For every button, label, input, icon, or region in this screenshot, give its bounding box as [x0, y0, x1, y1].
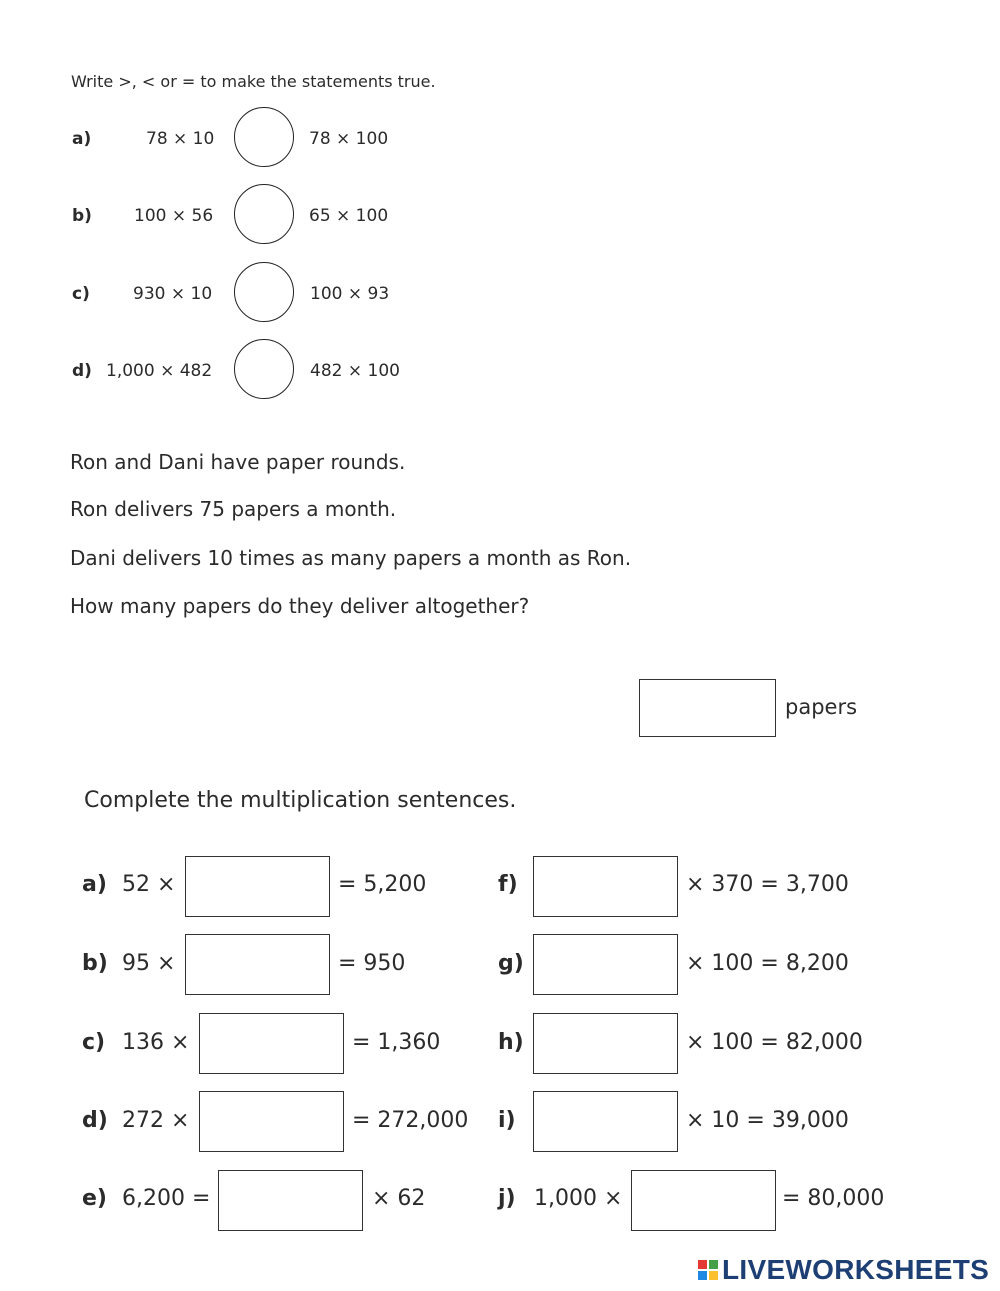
s3-after-d: = 272,000	[352, 1108, 469, 1133]
s3-answer-box-i[interactable]	[533, 1091, 678, 1152]
story-line-2: Ron delivers 75 papers a month.	[70, 497, 397, 521]
s1-answer-circle-d[interactable]	[234, 339, 294, 399]
s1-left-b: 100 × 56	[134, 206, 214, 226]
s3-label-i: i)	[498, 1108, 516, 1133]
s1-label-b: b)	[72, 206, 92, 226]
story-line-3: Dani delivers 10 times as many papers a month as Ron.	[70, 546, 632, 570]
s1-right-b: 65 × 100	[309, 206, 389, 226]
s1-label-c: c)	[72, 284, 90, 304]
s1-answer-circle-c[interactable]	[234, 262, 294, 322]
s1-right-a: 78 × 100	[309, 129, 389, 149]
story-line-1: Ron and Dani have paper rounds.	[70, 450, 406, 474]
s1-left-c: 930 × 10	[133, 284, 213, 304]
s3-label-h: h)	[498, 1030, 524, 1055]
s3-before-a: 52 ×	[122, 872, 176, 897]
s3-after-a: = 5,200	[338, 872, 427, 897]
s3-label-b: b)	[82, 951, 108, 976]
s3-answer-box-j[interactable]	[631, 1170, 776, 1231]
s1-label-a: a)	[72, 129, 92, 149]
s3-answer-box-c[interactable]	[199, 1013, 344, 1074]
liveworksheets-logo-icon	[698, 1260, 718, 1280]
s1-left-a: 78 × 10	[146, 129, 215, 149]
s3-after-i: × 10 = 39,000	[686, 1108, 849, 1133]
s1-answer-circle-b[interactable]	[234, 184, 294, 244]
s3-after-j: = 80,000	[782, 1186, 885, 1211]
s3-label-j: j)	[498, 1186, 516, 1211]
s3-label-a: a)	[82, 872, 107, 897]
s3-after-e: × 62	[372, 1186, 426, 1211]
s3-answer-box-g[interactable]	[533, 934, 678, 995]
s3-before-d: 272 ×	[122, 1108, 190, 1133]
s3-label-g: g)	[498, 951, 524, 976]
s1-label-d: d)	[72, 361, 92, 381]
s3-before-j: 1,000 ×	[534, 1186, 623, 1211]
section1-instruction: Write >, < or = to make the statements true.	[71, 72, 436, 91]
s3-answer-box-h[interactable]	[533, 1013, 678, 1074]
s3-before-c: 136 ×	[122, 1030, 190, 1055]
s3-before-b: 95 ×	[122, 951, 176, 976]
s3-after-f: × 370 = 3,700	[686, 872, 849, 897]
s1-answer-circle-a[interactable]	[234, 107, 294, 167]
s3-answer-box-a[interactable]	[185, 856, 330, 917]
s3-after-g: × 100 = 8,200	[686, 951, 849, 976]
papers-answer-box[interactable]	[639, 679, 776, 737]
s3-after-b: = 950	[338, 951, 406, 976]
s3-label-c: c)	[82, 1030, 106, 1055]
s3-after-c: = 1,360	[352, 1030, 441, 1055]
story-question: How many papers do they deliver altogether?	[70, 594, 530, 618]
section3-instruction: Complete the multiplication sentences.	[84, 788, 517, 813]
s1-right-c: 100 × 93	[310, 284, 390, 304]
s3-answer-box-e[interactable]	[218, 1170, 363, 1231]
papers-unit: papers	[785, 695, 858, 719]
s1-right-d: 482 × 100	[310, 361, 400, 381]
s3-answer-box-b[interactable]	[185, 934, 330, 995]
s3-answer-box-d[interactable]	[199, 1091, 344, 1152]
s3-label-d: d)	[82, 1108, 108, 1133]
logo-text: LIVEWORKSHEETS	[722, 1254, 990, 1285]
s3-label-f: f)	[498, 872, 518, 897]
s3-answer-box-f[interactable]	[533, 856, 678, 917]
s3-after-h: × 100 = 82,000	[686, 1030, 863, 1055]
s3-label-e: e)	[82, 1186, 107, 1211]
s3-before-e: 6,200 =	[122, 1186, 211, 1211]
s1-left-d: 1,000 × 482	[106, 361, 213, 381]
liveworksheets-logo	[698, 1255, 989, 1285]
